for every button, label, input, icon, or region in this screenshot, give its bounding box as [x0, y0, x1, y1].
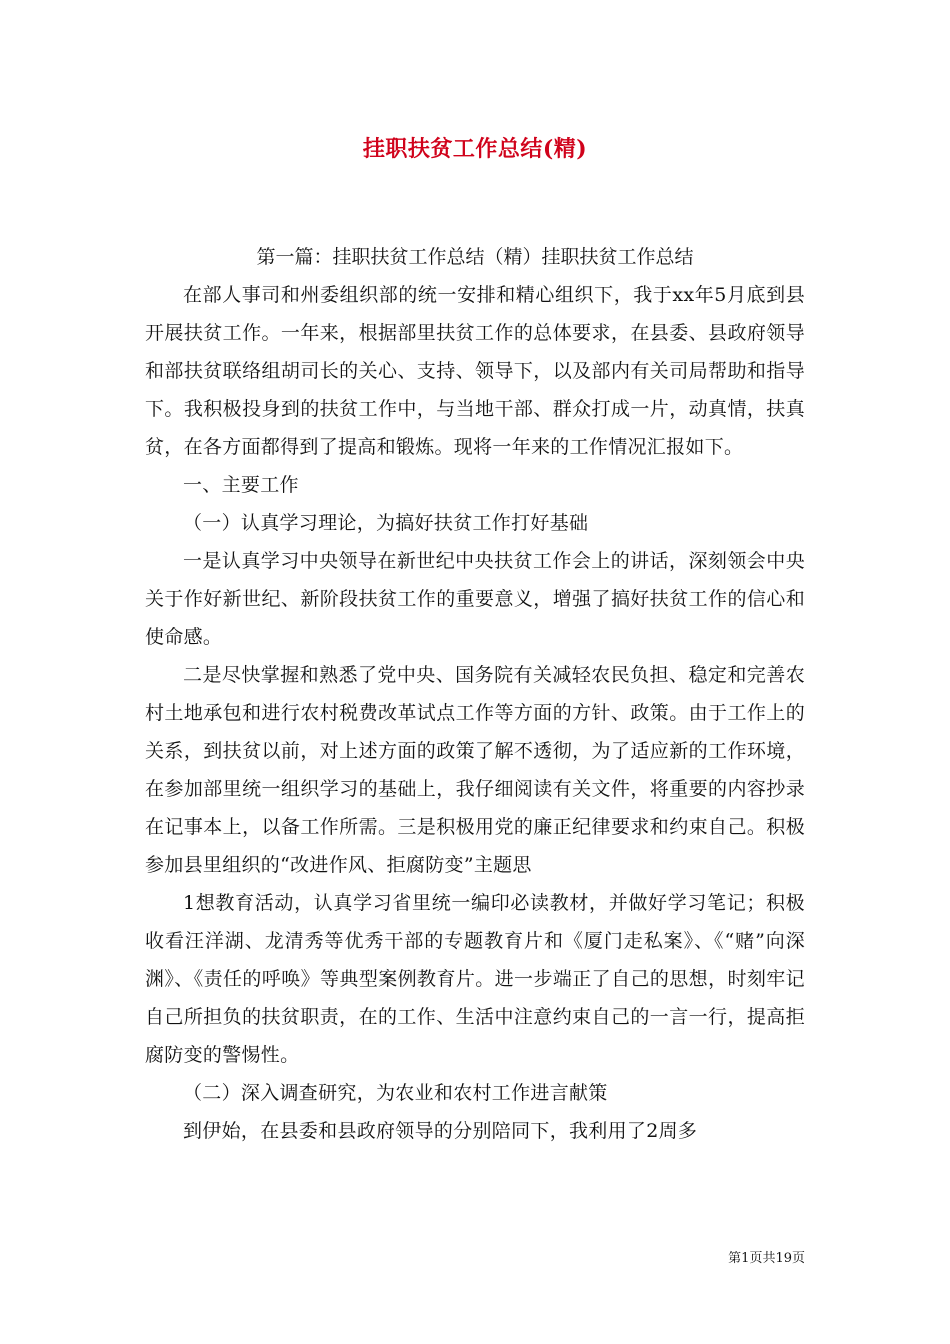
paragraph-research: 到伊始，在县委和县政府领导的分别陪同下，我利用了2周多	[183, 1120, 698, 1142]
subsection-heading-study-theory: （一）认真学习理论，为搞好扶贫工作打好基础	[183, 512, 589, 534]
subsection-heading-research: （二）深入调查研究，为农业和农村工作进言献策	[183, 1082, 608, 1104]
paragraph-study-3: 1想教育活动，认真学习省里统一编印必读教材，并做好学习笔记；积极收看汪洋湖、龙清秀等优秀干部的专题教育片和《厦门走私案》、《“赌”向深渊》、《责任的呼唤》等典型案例教育片。进一步端正了自己的思想，时刻牢记自己所担负的扶贫职责，在的工作、生活中注意约束自己的一言一行，提高拒腐防变的警惕性。	[145, 892, 805, 1066]
document-title: 挂职扶贫工作总结(精)	[362, 136, 588, 162]
page-number: 第1页共19页	[728, 1251, 805, 1266]
paragraph-study-1: 一是认真学习中央领导在新世纪中央扶贫工作会上的讲话，深刻领会中央关于作好新世纪、新阶段扶贫工作的重要意义，增强了搞好扶贫工作的信心和使命感。	[145, 550, 805, 648]
document-body	[145, 238, 805, 1150]
document-subtitle: 第一篇：挂职扶贫工作总结（精）挂职扶贫工作总结	[256, 246, 694, 268]
section-heading-main-work: 一、主要工作	[183, 474, 299, 496]
paragraph-intro: 在部人事司和州委组织部的统一安排和精心组织下，我于xx年5月底到县开展扶贫工作。一年来，根据部里扶贫工作的总体要求，在县委、县政府领导和部扶贫联络组胡司长的关心、支持、领导下，以及部内有关司局帮助和指导下。我积极投身到的扶贫工作中，与当地干部、群众打成一片，动真情，扶真贫，在各方面都得到了提高和锻炼。现将一年来的工作情况汇报如下。	[145, 284, 805, 458]
paragraph-study-2: 二是尽快掌握和熟悉了党中央、国务院有关减轻农民负担、稳定和完善农村土地承包和进行农村税费改革试点工作等方面的方针、政策。由于工作上的关系，到扶贫以前，对上述方面的政策了解不透彻，为了适应新的工作环境，在参加部里统一组织学习的基础上，我仔细阅读有关文件，将重要的内容抄录在记事本上，以备工作所需。三是积极用党的廉正纪律要求和约束自己。积极参加县里组织的“改进作风、拒腐防变”主题思	[145, 664, 805, 876]
